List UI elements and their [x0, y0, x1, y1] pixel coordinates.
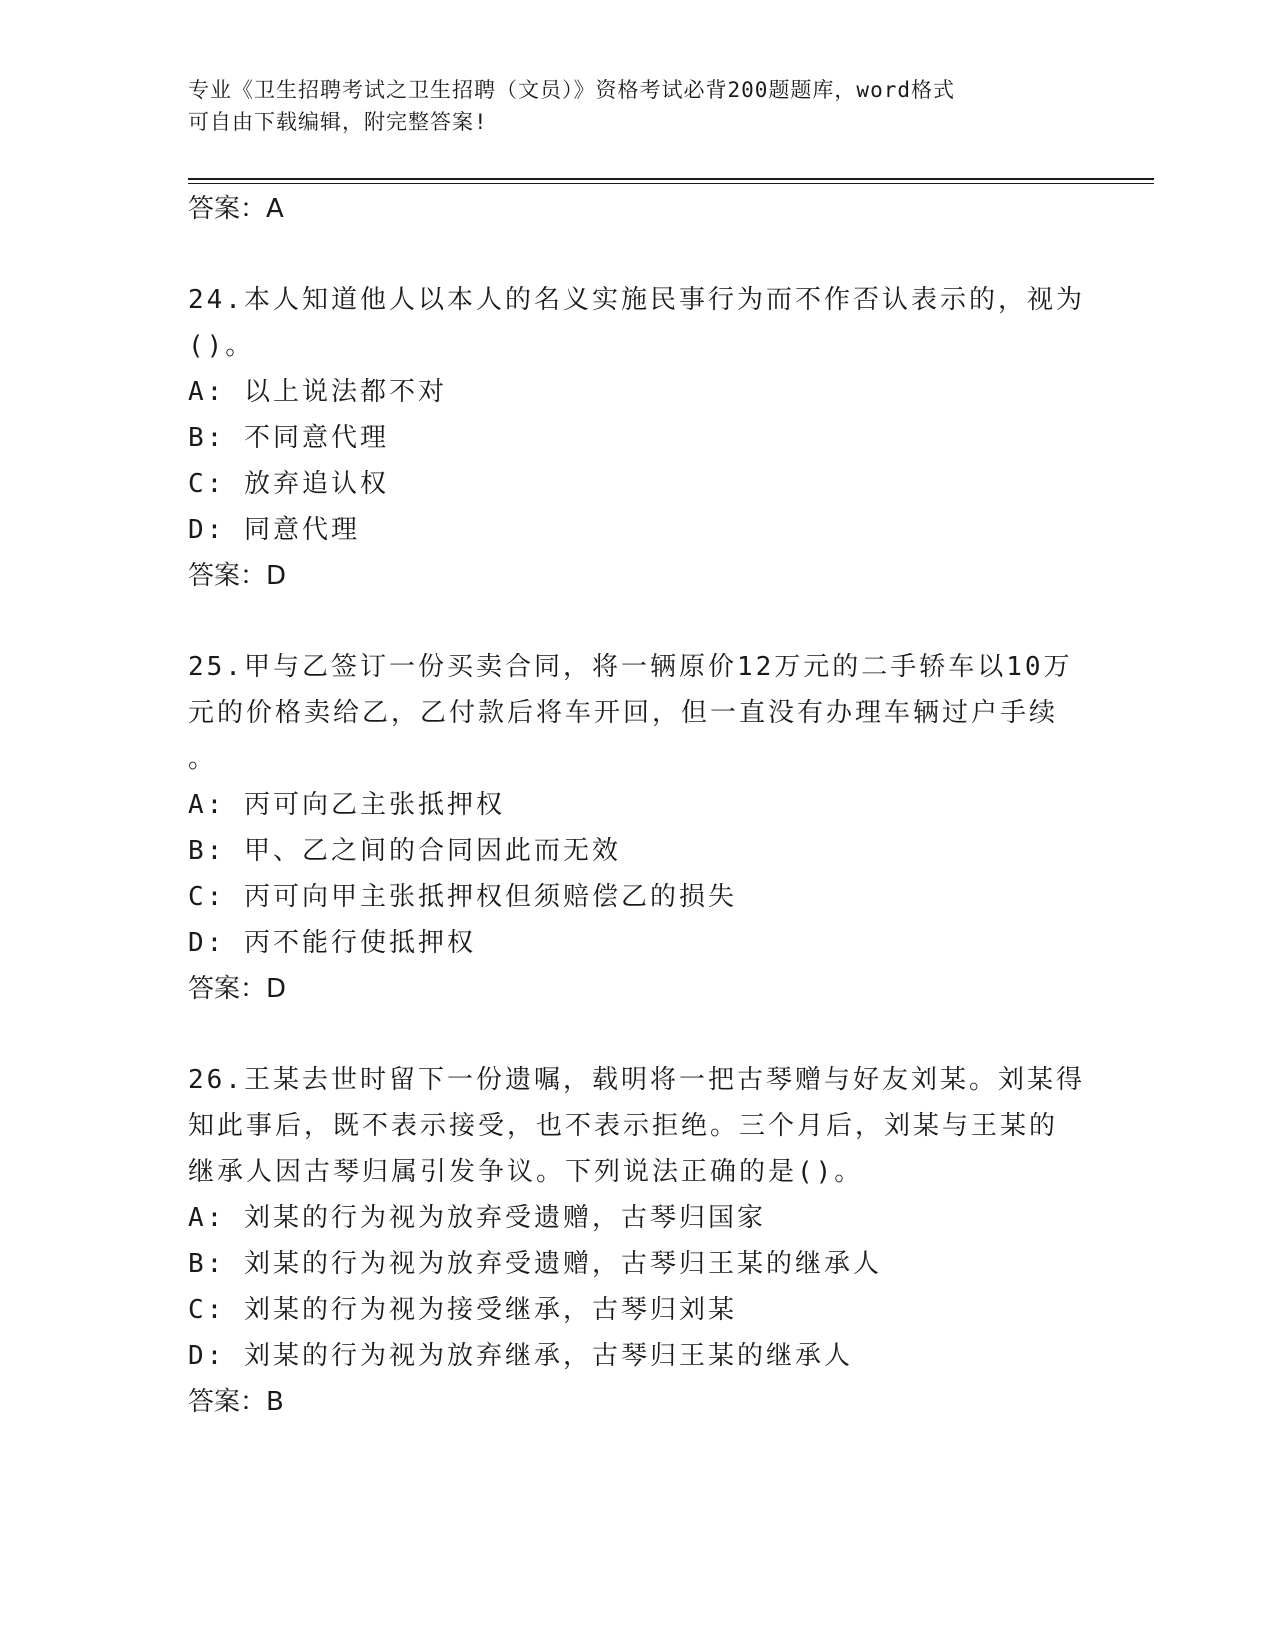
- question-text-line: 元的价格卖给乙，乙付款后将车开回，但一直没有办理车辆过户手续: [188, 698, 1059, 728]
- question-26: [188, 1057, 1085, 1425]
- question-text-line: 24.本人知道他人以本人的名义实施民事行为而不作否认表示的，视为: [188, 285, 1085, 315]
- question-text-line: 25.甲与乙签订一份买卖合同，将一辆原价12万元的二手轿车以10万: [188, 652, 1073, 682]
- option-b: B: 刘某的行为视为放弃受遗赠，古琴归王某的继承人: [188, 1249, 882, 1279]
- question-24: [188, 277, 1085, 599]
- option-b: B: 不同意代理: [188, 423, 389, 453]
- option-c: C: 放弃追认权: [188, 469, 389, 499]
- option-d: D: 丙不能行使抵押权: [188, 928, 476, 958]
- header-divider-thick: [188, 178, 1154, 180]
- spacer: [188, 232, 1078, 277]
- document-header: [188, 74, 1088, 138]
- option-a: A: 刘某的行为视为放弃受遗赠，古琴归国家: [188, 1203, 766, 1233]
- header-line-2: 可自由下载编辑，附完整答案!: [188, 110, 488, 134]
- option-c: C: 刘某的行为视为接受继承，古琴归刘某: [188, 1295, 737, 1325]
- answer: 答案：D: [188, 974, 287, 1004]
- question-text-line: 。: [188, 744, 218, 774]
- answer: 答案：D: [188, 561, 287, 591]
- question-text-line: 知此事后，既不表示接受，也不表示拒绝。三个月后，刘某与王某的: [188, 1111, 1059, 1141]
- option-b: B: 甲、乙之间的合同因此而无效: [188, 836, 621, 866]
- previous-answer: 答案：A: [188, 194, 284, 224]
- question-25: [188, 644, 1078, 1012]
- document-body: [188, 186, 1085, 1425]
- option-a: A: 丙可向乙主张抵押权: [188, 790, 505, 820]
- answer: 答案：B: [188, 1387, 284, 1417]
- question-text-line: ()。: [188, 331, 255, 361]
- question-text-line: 26.王某去世时留下一份遗嘱，载明将一把古琴赠与好友刘某。刘某得: [188, 1065, 1085, 1095]
- header-line-1: 专业《卫生招聘考试之卫生招聘（文员）》资格考试必背200题题库，word格式: [188, 78, 955, 102]
- spacer: [188, 1012, 1078, 1057]
- option-d: D: 刘某的行为视为放弃继承，古琴归王某的继承人: [188, 1341, 853, 1371]
- option-c: C: 丙可向甲主张抵押权但须赔偿乙的损失: [188, 882, 737, 912]
- option-a: A: 以上说法都不对: [188, 377, 447, 407]
- question-text-line: 继承人因古琴归属引发争议。下列说法正确的是()。: [188, 1157, 864, 1187]
- option-d: D: 同意代理: [188, 515, 360, 545]
- header-divider-thin: [188, 183, 1154, 184]
- spacer: [188, 599, 1078, 644]
